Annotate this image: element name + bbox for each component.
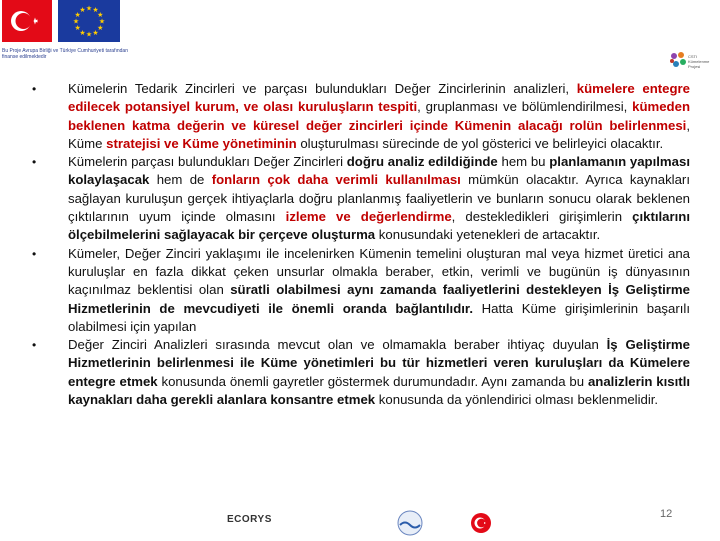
text-run: süratli olabilmesi aynı zamanda faaliyetlerini destekleyen İş Geliştirme Hizmetlerinin de mevcudiyeti ile önemli oranda bağlantılıdır. xyxy=(68,282,690,316)
bullet-item xyxy=(24,245,690,336)
bullet-icon: • xyxy=(32,246,37,261)
bullet-icon: • xyxy=(32,82,37,96)
text-run: planlamanın yapılması kolaylaşacak xyxy=(68,154,690,188)
bullet-icon: • xyxy=(32,155,37,170)
eu-flag-logo xyxy=(58,0,120,42)
wave-logo xyxy=(395,510,425,541)
text-run: konusunda da yönlendirici olması beklenmelidir. xyxy=(375,392,659,408)
partner-logo xyxy=(668,50,718,72)
text-run: doğru analiz edildiğinde xyxy=(346,154,498,170)
logo-caption: Bu Proje Avrupa Birliği ve Türkiye Cumhuriyeti tarafından finanse edilmektedir xyxy=(2,48,128,60)
text-run: konusundaki yetenekleri de artacaktır. xyxy=(375,227,601,243)
bullet-list xyxy=(24,80,690,409)
text-run: hem de xyxy=(149,172,212,188)
eu-star-icon: ★ xyxy=(79,29,86,37)
text-run: kümelere entegre edilecek potansiyel kurum, ve olası kuruluşların tespiti xyxy=(68,81,690,115)
text-run: Kümeler, Değer Zinciri yaklaşımı ile incelenirken Kümenin temelini oluşturan mal veya hizmet üretici ana kuruluşlar en fazla dikkat çeken unsurlar olmakla beraber, etkin, verimli ve bugünün iş dünyasının kaçınılmaz beklentisi olan xyxy=(68,245,690,298)
text-run: , Küme xyxy=(68,117,690,151)
bullet-item xyxy=(24,153,690,244)
text-run: Hatta Küme girişimlerinin başarılı olabilmesi için yapılan xyxy=(68,300,690,334)
bullet-item xyxy=(24,336,690,409)
eu-star-icon: ★ xyxy=(92,7,99,15)
text-run: hem bu xyxy=(497,154,550,170)
text-run: çıktılarını ölçebilmelerini sağlayacak bir çerçeve oluşturma xyxy=(68,209,691,243)
bullet-item xyxy=(24,80,690,153)
eu-star-icon: ★ xyxy=(97,25,104,32)
eu-star-icon: ★ xyxy=(98,18,106,26)
page-number: 12 xyxy=(660,508,673,520)
text-run: kümeden beklenen katma değerin ve küresel değer zincirleri içinde Kümenin alacağı rolün belirlenmesi xyxy=(68,99,691,133)
ecorys-logo: ECORYS xyxy=(227,514,272,525)
text-run: konusunda önemli gayretler göstermek durumundadır. Aynı zamanda bu xyxy=(157,373,588,389)
text-run: , destekledikleri girişimlerin xyxy=(451,209,633,225)
crescent-logo xyxy=(470,512,492,539)
eu-star-icon: ★ xyxy=(72,18,80,26)
eu-star-icon: ★ xyxy=(85,31,93,39)
bullet-icon: • xyxy=(32,338,37,353)
text-run: fonların çok daha verimli kullanılması xyxy=(211,172,461,188)
text-run: Değer Zinciri Analizleri sırasında mevcut olan ve olmamakla beraber ihtiyaç duyulan xyxy=(68,337,607,353)
text-run: mümkün olacaktır. Ayrıca kaynakları sağlayan kuruluşun gerçek ihtiyaçlarla doğru planlanmış faaliyetlerin ve bunların sonucu olarak beklenen çıktılarının uyum içinde olmasını xyxy=(68,172,690,225)
text-run: oluşturulması sürecinde de yol gösterici ve belirleyici olacaktır. xyxy=(296,135,664,151)
partner-logo-text: CSTI Kümelenme Projesi xyxy=(688,54,710,69)
eu-star-icon: ★ xyxy=(74,12,81,19)
eu-star-icon: ★ xyxy=(79,7,86,15)
text-run: Kümelerin Tedarik Zincirleri ve parçası bulundukları Değer Zincirlerinin analizleri, xyxy=(68,81,577,96)
text-run: analizlerin kısıtlı kaynakları daha gerekli alanlara konsantre etmek xyxy=(68,373,691,408)
text-run: , gruplanması ve bölümlendirilmesi, xyxy=(417,99,633,115)
text-run: İş Geliştirme Hizmetlerinin belirlenmesi ile Küme yönetimleri bu tür hizmetleri veren kuruluşları da Kümelere entegre etmek xyxy=(68,337,690,389)
eu-star-icon: ★ xyxy=(74,25,81,32)
eu-star-icon: ★ xyxy=(92,29,99,37)
eu-star-icon: ★ xyxy=(85,5,93,13)
text-run: stratejisi ve Küme yönetiminin xyxy=(106,135,297,151)
turkey-flag-logo xyxy=(2,0,52,42)
eu-star-icon: ★ xyxy=(97,12,104,19)
text-run: izleme ve değerlendirme xyxy=(285,209,452,225)
text-run: Kümelerin parçası bulundukları Değer Zincirleri xyxy=(68,154,347,170)
